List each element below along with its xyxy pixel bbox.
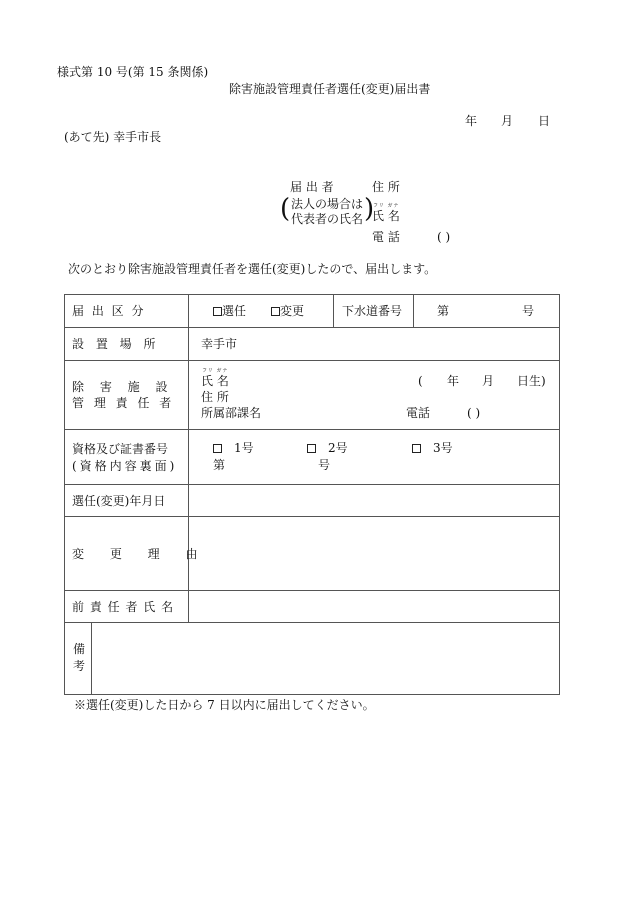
appoint-checkbox[interactable] <box>213 307 222 316</box>
qual1-label: 1号 <box>234 441 254 455</box>
qual3-checkbox[interactable] <box>412 444 421 453</box>
row-divider <box>64 360 560 361</box>
date-month-label: 月 <box>501 114 514 128</box>
applicant-address-label: 住 所 <box>372 180 400 194</box>
applicant-name-label: 氏 名 <box>372 209 400 223</box>
manager-name-ruby: フリ ガナ <box>202 368 229 374</box>
sewer-number-prefix: 第 <box>437 304 450 318</box>
sewer-number-suffix: 号 <box>522 304 535 318</box>
birth-open-paren: ( <box>418 374 423 388</box>
applicant-phone-label: 電 話 <box>372 230 400 244</box>
qualification-label-line1: 資格及び証書番号 <box>72 442 169 456</box>
qualification-label-line2: (資格内容裏面) <box>72 459 178 473</box>
appointment-date-label: 選任(変更)年月日 <box>72 494 166 508</box>
qualification-option-2[interactable] <box>307 442 348 454</box>
install-location-value[interactable]: 幸手市 <box>201 337 238 351</box>
statement-text: 次のとおり除害施設管理責任者を選任(変更)したので、届出します。 <box>68 262 437 276</box>
row-divider <box>64 622 560 623</box>
manager-phone-parens: ( ) <box>467 406 481 420</box>
row-divider <box>64 484 560 485</box>
prev-manager-label: 前 責 任 者 氏 名 <box>72 600 175 614</box>
remarks-label-line2: 考 <box>73 659 86 673</box>
manager-address-label: 住 所 <box>201 390 229 404</box>
option-appoint[interactable] <box>213 305 246 317</box>
birth-day-label: 日生) <box>517 374 546 388</box>
qual1-checkbox[interactable] <box>213 444 222 453</box>
form-number: 様式第 10 号(第 15 条関係) <box>57 65 209 79</box>
qualification-option-1[interactable] <box>213 442 254 454</box>
manager-label-line2: 管 理 責 任 者 <box>72 396 175 410</box>
qual2-label: 2号 <box>328 441 348 455</box>
row-divider <box>64 429 560 430</box>
corp-note-open-paren: ( <box>280 194 291 224</box>
manager-name-label: 氏 名 <box>201 374 229 388</box>
notification-type-label: 届 出 区 分 <box>72 304 146 318</box>
qual3-label: 3号 <box>433 441 453 455</box>
manager-label-line1: 除 害 施 設 <box>72 380 174 394</box>
remarks-label-line1: 備 <box>73 642 86 656</box>
row-divider <box>64 516 560 517</box>
install-location-label: 設 置 場 所 <box>72 337 160 351</box>
applicant-label: 届 出 者 <box>290 180 334 194</box>
change-reason-label: 変 更 理 由 <box>72 547 209 561</box>
option-change[interactable] <box>271 305 304 317</box>
document-title: 除害施設管理責任者選任(変更)届出書 <box>229 82 431 96</box>
row-divider <box>64 327 560 328</box>
corp-note-line1: 法人の場合は <box>291 197 364 211</box>
change-checkbox[interactable] <box>271 307 280 316</box>
birth-year-label: 年 <box>447 374 460 388</box>
appoint-label: 選任 <box>222 304 247 318</box>
certificate-number-prefix: 第 <box>213 458 226 472</box>
corp-note-close-paren: ) <box>364 194 375 224</box>
cell-divider <box>413 294 414 327</box>
birth-month-label: 月 <box>482 374 495 388</box>
date-day-label: 日 <box>538 114 551 128</box>
row-divider <box>64 590 560 591</box>
date-year-label: 年 <box>465 114 478 128</box>
applicant-name-ruby: フリ ガナ <box>373 203 400 209</box>
certificate-number-suffix: 号 <box>318 458 331 472</box>
addressee: (あて先) 幸手市長 <box>64 130 162 144</box>
corp-note-line2: 代表者の氏名 <box>291 212 364 226</box>
cell-divider <box>333 294 334 327</box>
dept-label: 所属部課名 <box>201 406 262 420</box>
remarks-divider <box>91 622 92 695</box>
manager-phone-label: 電話 <box>406 406 431 420</box>
qualification-option-3[interactable] <box>412 442 453 454</box>
sewer-number-label: 下水道番号 <box>342 304 403 318</box>
change-label: 変更 <box>280 304 305 318</box>
applicant-phone-parens: ( ) <box>437 230 451 244</box>
qual2-checkbox[interactable] <box>307 444 316 453</box>
footnote: ※選任(変更)した日から 7 日以内に届出してください。 <box>74 698 375 712</box>
label-column-divider <box>188 294 189 622</box>
